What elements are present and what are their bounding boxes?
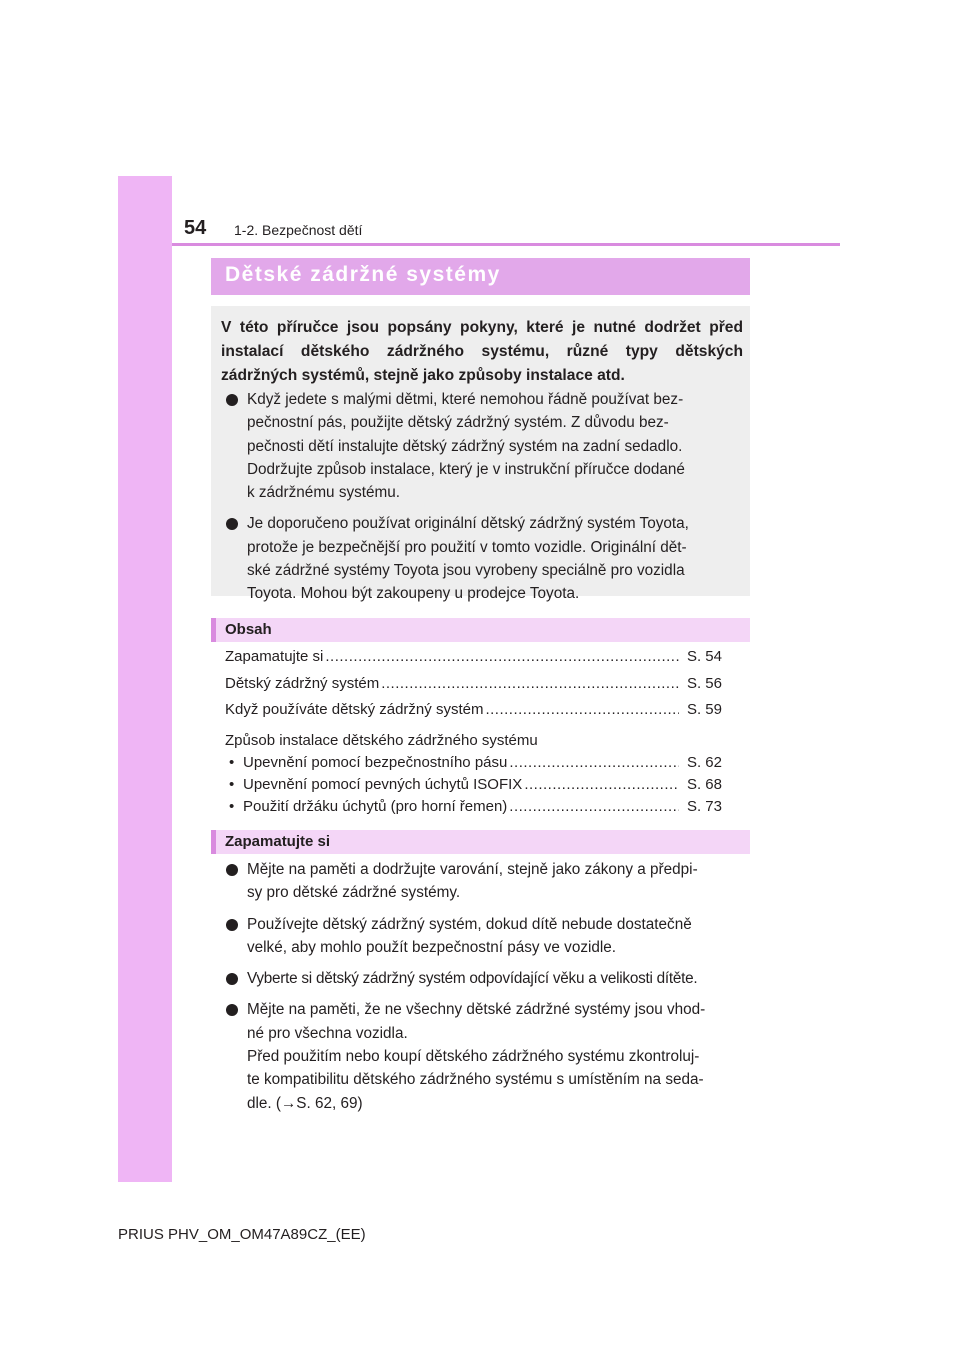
intro-bullet <box>211 512 743 605</box>
toc-page-ref: S. 62 <box>686 753 722 771</box>
bullet-line: né pro všechna vozidla. <box>247 1024 408 1042</box>
bullet-dot-icon <box>226 518 238 530</box>
bullet-line: pečnosti dětí instalujte dětský zádržný systém na zadní sedadlo. <box>247 437 683 455</box>
sidebar-tab <box>118 176 172 1182</box>
bullet-line: Používejte dětský zádržný systém, dokud dítě nebude dostatečně <box>247 915 692 933</box>
bullet-line: Před použitím nebo koupí dětského zádržného systému zkontroluj- <box>247 1048 700 1066</box>
remember-bullet <box>211 913 743 960</box>
bullet-icon: • <box>229 775 235 793</box>
bullet-line: pečnostní pás, použijte dětský zádržný systém. Z důvodu bez- <box>247 414 669 432</box>
bullet-icon: • <box>229 797 235 815</box>
bullet-dot-icon <box>226 864 238 876</box>
toc-label: Použití držáku úchytů (pro horní řemen) <box>243 797 508 815</box>
intro-bullet <box>211 388 743 504</box>
toc-entry[interactable] <box>225 648 722 675</box>
toc-leader <box>381 675 679 692</box>
bullet-line: te kompatibilitu dětského zádržného systému s umístěním na seda- <box>247 1071 704 1089</box>
bullet-line: velké, aby mohlo použít bezpečnostní pásy ve vozidle. <box>247 938 617 956</box>
bullet-line: dle. (→S. 62, 69) <box>247 1094 363 1112</box>
remember-heading: Zapamatujte si <box>225 833 331 850</box>
bullet-line: sy pro dětské zádržné systémy. <box>247 884 461 902</box>
intro-bullet-list <box>211 388 743 614</box>
bullet-line: Je doporučeno používat originální dětský zádržný systém Toyota, <box>247 515 689 533</box>
bullet-dot-icon <box>226 1004 238 1016</box>
remember-bullet <box>211 858 743 905</box>
toc-leader <box>509 798 679 815</box>
bullet-icon: • <box>229 753 235 771</box>
bullet-line: Vyberte si dětský zádržný systém odpovídající věku a velikosti dítěte. <box>247 970 698 988</box>
toc-entry[interactable] <box>225 675 722 702</box>
toc-page-ref: S. 59 <box>686 701 722 718</box>
table-of-contents <box>225 648 722 820</box>
toc-page-ref: S. 54 <box>686 648 722 665</box>
bullet-dot-icon <box>226 394 238 406</box>
toc-label: Upevnění pomocí bezpečnostního pásu <box>243 753 508 771</box>
bullet-line: ské zádržné systémy Toyota jsou vyrobeny speciálně pro vozidla <box>247 562 685 580</box>
bullet-line: Mějte na paměti a dodržujte varování, stejně jako zákony a předpi- <box>247 861 698 878</box>
remember-bullet-list <box>211 858 743 1123</box>
bullet-line: Toyota. Mohou být zakoupeny u prodejce Toyota. <box>247 585 580 603</box>
section-path: 1-2. Bezpečnost dětí <box>234 222 363 238</box>
toc-sub-entry[interactable] <box>225 798 722 820</box>
chapter-title: Dětské zádržné systémy <box>225 263 501 286</box>
toc-label: Upevnění pomocí pevných úchytů ISOFIX <box>243 775 523 793</box>
toc-group-title: Způsob instalace dětského zádržného systému <box>225 731 538 749</box>
bullet-line: Když jedete s malými dětmi, které nemohou řádně používat bez- <box>247 391 684 408</box>
toc-leader <box>509 754 679 771</box>
toc-page-ref: S. 68 <box>686 775 722 793</box>
toc-leader <box>524 776 679 793</box>
remember-heading-bar <box>211 830 750 854</box>
toc-label: Když používáte dětský zádržný systém <box>225 701 484 718</box>
bullet-line: Dodržujte způsob instalace, který je v instrukční příručce dodané <box>247 460 685 478</box>
toc-label: Dětský zádržný systém <box>225 674 380 692</box>
intro-box <box>211 306 750 603</box>
document-footer-code: PRIUS PHV_OM_OM47A89CZ_(EE) <box>118 1226 366 1243</box>
toc-label: Zapamatujte si <box>225 648 324 665</box>
page-number: 54 <box>184 217 207 239</box>
toc-page-ref: S. 73 <box>686 797 722 815</box>
contents-heading: Obsah <box>225 621 272 638</box>
bullet-line: Mějte na paměti, že ne všechny dětské zádržné systémy jsou vhod- <box>247 1001 706 1019</box>
toc-leader <box>325 648 679 665</box>
bullet-line: protože je bezpečnější pro použití v tomto vozidle. Originální dět- <box>247 538 687 556</box>
intro-lead: V této příručce jsou popsány pokyny, které je nutné dodržet před instalací dětského zádržného systému, různé typy dětských zádržných systémů, stejně jako způsoby instalace atd. <box>221 319 743 384</box>
remember-bullet <box>211 967 743 990</box>
bullet-line: k zádržnému systému. <box>247 484 401 502</box>
toc-sub-entry[interactable] <box>225 754 722 776</box>
bullet-dot-icon <box>226 973 238 985</box>
toc-sub-entry[interactable] <box>225 776 722 798</box>
bullet-dot-icon <box>226 919 238 931</box>
toc-entry[interactable] <box>225 701 722 728</box>
contents-heading-bar <box>211 618 750 642</box>
toc-page-ref: S. 56 <box>686 674 722 692</box>
header-rule <box>172 243 840 246</box>
remember-bullet <box>211 998 743 1114</box>
chapter-title-bar <box>211 258 750 295</box>
toc-leader <box>485 701 679 718</box>
